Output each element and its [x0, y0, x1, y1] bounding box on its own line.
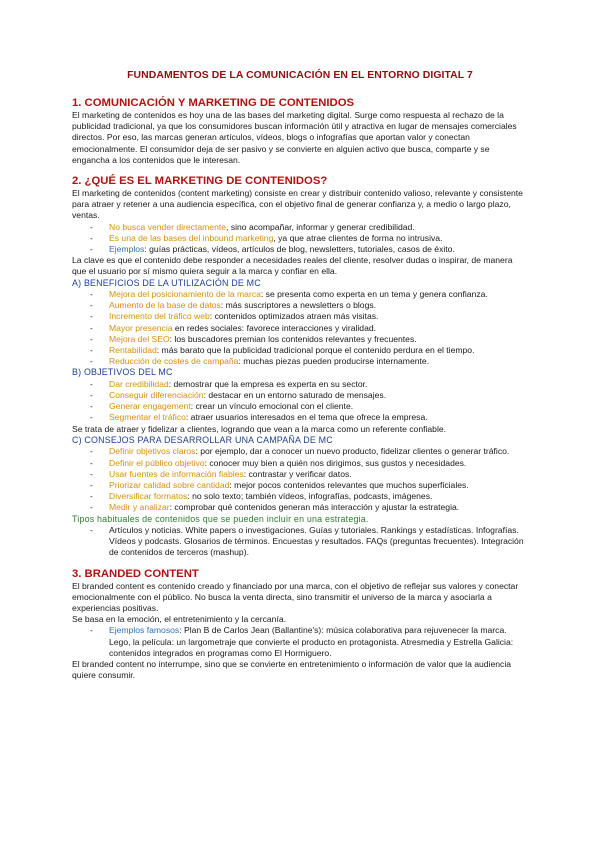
list-item: - Artículos y noticias. White papers o investigaciones. Guías y tutoriales. Rankings y estadísticas. Infografías. Vídeos y podcasts. Glosarios de términos. Encuestas y resultados. FAQs (preguntas frecuentes). Integración de contenidos de terceros (mashup).: [90, 524, 524, 558]
list-item-key: Generar engagement: [109, 401, 191, 412]
list-item-text: : muchas piezas pueden producirse internamente.: [238, 356, 430, 367]
section-2-closing: La clave es que el contenido debe responder a necesidades reales del cliente, resolver dudas o inspirar, de manera que el usuario por sí mismo quiera seguir a la marca y confiar en ella.: [72, 255, 513, 277]
list-item: - Segmentar el tráfico: atraer usuarios interesados en el tema que ofrece la empresa.: [90, 412, 428, 423]
list-item-key: Usar fuentes de información fiables: [109, 468, 244, 479]
list-item: - Conseguir diferenciación: destacar en un entorno saturado de mensajes.: [90, 390, 387, 401]
list-item-text: , ya que atrae clientes de forma no intrusiva.: [273, 232, 443, 243]
section-2-list: [72, 222, 528, 256]
list-item: - Mejora del SEO: los buscadores premian los contenidos relevantes y frecuentes.: [90, 333, 417, 344]
list-item: - Reducción de costes de campaña: muchas piezas pueden producirse internamente.: [90, 356, 430, 367]
list-item: - Mejora del posicionamiento de la marca: se presenta como experta en un tema y genera confianza.: [90, 289, 488, 300]
subsection-b-heading: B) OBJETIVOS DEL MC: [72, 367, 173, 378]
list-item: - Usar fuentes de información fiables: contrastar y verificar datos.: [90, 468, 352, 479]
list-item-text: : mejor pocos contenidos relevantes que muchos superficiales.: [229, 479, 469, 490]
list-item-key: Segmentar el tráfico: [109, 412, 186, 423]
list-item-text: : contenidos optimizados atraen más visitas.: [209, 311, 379, 322]
subsection-c-heading: C) CONSEJOS PARA DESARROLLAR UNA CAMPAÑA DE MC: [72, 434, 333, 445]
list-item-key: Conseguir diferenciación: [109, 390, 204, 401]
list-item-text: : conocer muy bien a quién nos dirigimos, sus gustos y necesidades.: [204, 457, 467, 468]
list-item-text: : se presenta como experta en un tema y genera confianza.: [260, 289, 488, 300]
subsection-b-list: [72, 379, 528, 424]
list-item: - Dar credibilidad: demostrar que la empresa es experta en su sector.: [90, 378, 368, 389]
list-item: - Mayor presencia en redes sociales: favorece interacciones y viralidad.: [90, 322, 377, 333]
list-item: - Definir objetivos claros: por ejemplo, dar a conocer un nuevo producto, fidelizar clientes o generar tráfico.: [90, 446, 510, 457]
list-item-text: : más barato que la publicidad tradicional porque el contenido perdura en el tiempo.: [156, 345, 475, 356]
section-1-heading: 1. COMUNICACIÓN Y MARKETING DE CONTENIDOS: [72, 97, 355, 109]
section-3-heading: 3. BRANDED CONTENT: [72, 567, 199, 580]
section-3-paragraph-2: Se basa en la emoción, el entretenimiento y la cercanía.: [72, 614, 287, 625]
list-item: - Aumento de la base de datos: más suscriptores a newsletters o blogs.: [90, 300, 377, 311]
subsection-c-list: [72, 446, 528, 513]
list-item: - Medir y analizar: comprobar qué contenidos generan más interacción y ajustar la estrategia.: [90, 502, 460, 513]
subsection-d-list: [72, 525, 528, 559]
list-item-text: : guías prácticas, vídeos, artículos de blog, newsletters, tutoriales, casos de éxito.: [144, 244, 455, 255]
section-2-heading: 2. ¿QUÉ ES EL MARKETING DE CONTENIDOS?: [72, 175, 328, 188]
list-item-key: Mayor presencia: [109, 322, 173, 333]
list-item: - Incremento del tráfico web: contenidos optimizados atraen más visitas.: [90, 311, 379, 322]
list-item-key: Definir el público objetivo: [109, 457, 205, 468]
list-item: - Definir el público objetivo: conocer muy bien a quién nos dirigimos, sus gustos y necesidades.: [90, 457, 467, 468]
document-page: [72, 70, 528, 681]
list-item: - Generar engagement: crear un vínculo emocional con el cliente.: [90, 401, 354, 412]
list-item-key: Priorizar calidad sobre cantidad: [109, 479, 230, 490]
list-item-key: Ejemplos famosos: [109, 625, 180, 636]
section-1-paragraph: El marketing de contenidos es hoy una de las bases del marketing digital. Surge como respuesta al rechazo de la publicidad tradicional, ya que los consumidores buscan información útil y atractiva en lugar de mensajes comerciales directos. Por eso, las marcas generan artículos, vídeos, blogs o infografías que aportan valor y conectan emocionalmente. El consumidor deja de ser pasivo y se convierte en alguien activo que busca, comparte y se engancha a los contenidos que le interesan.: [72, 110, 517, 165]
list-item-text: : crear un vínculo emocional con el cliente.: [190, 401, 354, 412]
list-item-text: , sino acompañar, informar y generar credibilidad.: [226, 221, 415, 232]
list-item-text: : por ejemplo, dar a conocer un nuevo producto, fidelizar clientes o generar tráfico.: [195, 446, 510, 457]
list-item-text: Artículos y noticias. White papers o investigaciones. Guías y tutoriales. Rankings y estadísticas. Infografías. Vídeos y podcasts. Glosarios de términos. Encuestas y resultados. FAQs (preguntas frecuentes). Integración de contenidos de terceros (mashup).: [109, 524, 524, 558]
section-3-list: [72, 625, 528, 659]
list-item-text: : no solo texto; también vídeos, infografías, podcasts, imágenes.: [187, 491, 433, 502]
list-item-key: Es una de las bases del inbound marketing: [109, 232, 274, 243]
list-item: - Ejemplos: guías prácticas, vídeos, artículos de blog, newsletters, tutoriales, casos de éxito.: [90, 244, 455, 255]
list-item-key: Ejemplos: [109, 244, 145, 255]
list-item-text: : Plan B de Carlos Jean (Ballantine's): música colaborativa para rejuvenecer la marca. Lego, la película: un largometraje que convierte el producto en protagonista. Atresmedia y Estrella Galicia: contenidos integrados en programas como El Hormiguero.: [109, 625, 514, 658]
list-item-text: : demostrar que la empresa es experta en su sector.: [168, 378, 368, 389]
list-item-key: Reducción de costes de campaña: [109, 356, 239, 367]
list-item-key: Medir y analizar: [109, 502, 170, 513]
list-item-text: : destacar en un entorno saturado de mensajes.: [203, 390, 387, 401]
list-item: - Rentabilidad: más barato que la publicidad tradicional porque el contenido perdura en el tiempo.: [90, 345, 475, 356]
list-item-key: Aumento de la base de datos: [109, 300, 221, 311]
list-item-text: : más suscriptores a newsletters o blogs.: [220, 300, 377, 311]
section-2-paragraph: El marketing de contenidos (content marketing) consiste en crear y distribuir contenido valioso, relevante y consistente para atraer y retener a una audiencia específica, con el objetivo final de generar confianza y, a medio o largo plazo, ventas.: [72, 188, 523, 221]
list-item-key: Mejora del posicionamiento de la marca: [109, 289, 261, 300]
list-item-text: : comprobar qué contenidos generan más interacción y ajustar la estrategia.: [169, 502, 460, 513]
list-item: - Es una de las bases del inbound marketing, ya que atrae clientes de forma no intrusiva.: [90, 232, 443, 243]
list-item: - Ejemplos famosos: Plan B de Carlos Jean (Ballantine's): música colaborativa para rejuvenecer la marca. Lego, la película: un largometraje que convierte el producto en protagonista. Atresmedia y Estrella Galicia: contenidos integrados en programas como El Hormiguero.: [90, 625, 514, 658]
list-item: - Priorizar calidad sobre cantidad: mejor pocos contenidos relevantes que muchos superficiales.: [90, 479, 469, 490]
subsection-b-closing: Se trata de atraer y fidelizar a clientes, logrando que vean a la marca como un referente confiable.: [72, 423, 447, 434]
list-item-key: Rentabilidad: [109, 345, 157, 356]
list-item-text: en redes sociales: favorece interacciones y viralidad.: [172, 322, 377, 333]
list-item-key: Definir objetivos claros: [109, 446, 196, 457]
list-item-key: Mejora del SEO: [109, 333, 170, 344]
list-item-text: : atraer usuarios interesados en el tema que ofrece la empresa.: [185, 412, 428, 423]
list-item: - No busca vender directamente, sino acompañar, informar y generar credibilidad.: [90, 221, 415, 232]
list-item-text: : los buscadores premian los contenidos relevantes y frecuentes.: [169, 333, 417, 344]
section-3-closing: El branded content no interrumpe, sino que se convierte en entretenimiento o información de valor que la audiencia quiere consumir.: [72, 658, 512, 681]
document-title: FUNDAMENTOS DE LA COMUNICACIÓN EN EL ENTORNO DIGITAL 7: [127, 70, 473, 81]
list-item: - Diversificar formatos: no solo texto; también vídeos, infografías, podcasts, imágenes.: [90, 491, 433, 502]
subsection-a-list: [72, 289, 528, 367]
list-item-text: : contrastar y verificar datos.: [243, 468, 352, 479]
list-item-key: Diversificar formatos: [109, 491, 188, 502]
list-item-key: No busca vender directamente: [109, 221, 227, 232]
subsection-d-heading: Tipos habituales de contenidos que se pueden incluir en una estrategia.: [72, 513, 369, 524]
section-3-paragraph-1: El branded content es contenido creado y financiado por una marca, con el objetivo de reflejar sus valores y conectar emocionalmente con el público. No busca la venta directa, sino transmitir el universo de la marca y asociarla a experiencias positivas.: [72, 580, 519, 613]
list-item-key: Dar credibilidad: [109, 378, 169, 389]
subsection-a-heading: A) BENEFICIOS DE LA UTILIZACIÓN DE MC: [72, 277, 261, 288]
list-item-key: Incremento del tráfico web: [109, 311, 210, 322]
